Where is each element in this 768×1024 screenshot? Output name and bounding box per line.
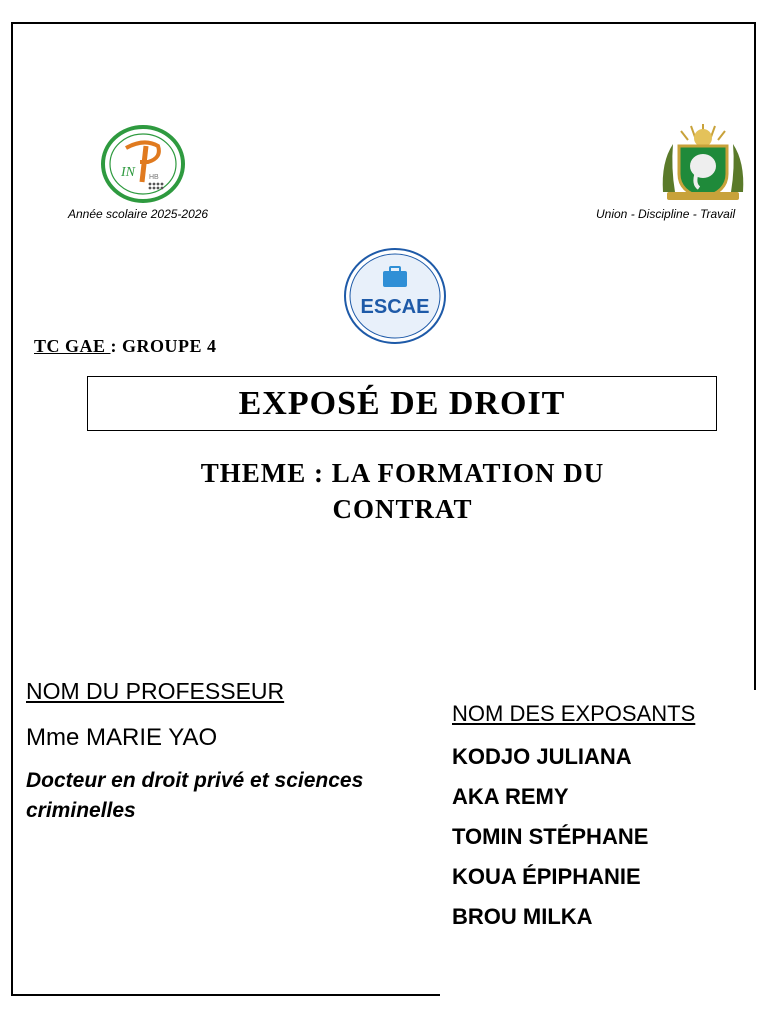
presenter-name: AKA REMY (452, 784, 569, 809)
presenter-name: KOUA ÉPIPHANIE (452, 864, 641, 889)
motto-caption: Union - Discipline - Travail (596, 207, 736, 221)
group-label: : GROUPE 4 (110, 336, 217, 356)
inphb-logo (100, 124, 186, 204)
title-box (87, 376, 717, 431)
presenter-name: TOMIN STÉPHANE (452, 824, 649, 849)
presenters-list (452, 740, 648, 940)
svg-text:IN: IN (121, 165, 135, 180)
page-border-top (11, 22, 756, 24)
coat-of-arms-emblem (657, 122, 749, 204)
escae-logo (343, 247, 447, 345)
escae-logo-text: ESCAE (360, 296, 430, 318)
page-border-left (11, 22, 13, 996)
presenter-name: KODJO JULIANA (452, 744, 632, 769)
page-border-bottom (11, 994, 440, 996)
professor-heading: NOM DU PROFESSEUR (26, 678, 285, 704)
professor-title: Docteur en droit privé et sciences criminelles (26, 769, 364, 822)
presenter-name: BROU MILKA (452, 904, 593, 929)
page-border-right (754, 22, 756, 690)
school-year-caption: Année scolaire 2025-2026 (68, 207, 209, 221)
presenters-heading: NOM DES EXPOSANTS (452, 701, 696, 726)
professor-name: Mme MARIE YAO (26, 724, 218, 751)
class-label: TC GAE (34, 336, 111, 356)
group-line (34, 336, 217, 357)
svg-text:HB: HB (149, 174, 159, 181)
document-title: EXPOSÉ DE DROIT (238, 384, 566, 422)
theme-heading: THEME : LA FORMATION DU CONTRAT (200, 458, 605, 524)
